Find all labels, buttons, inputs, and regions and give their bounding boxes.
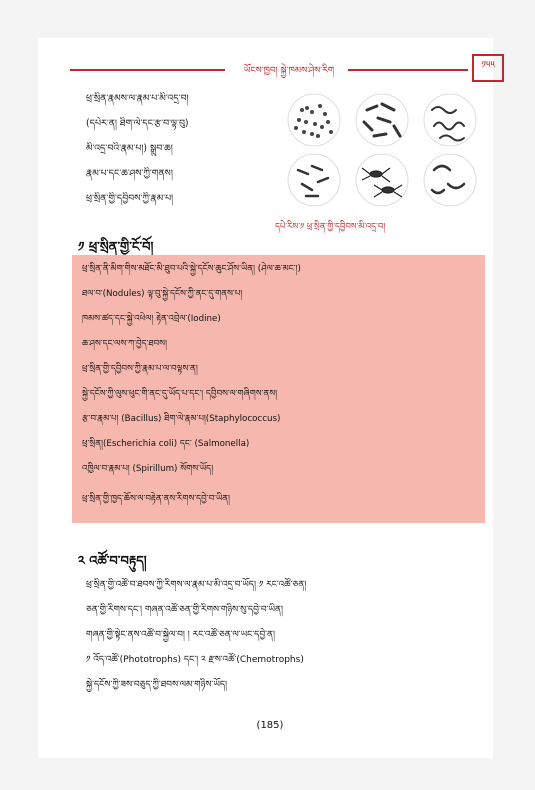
microbe-circle-flagellated	[356, 154, 408, 206]
section-heading: ༢ འཚོ་བ་བརྟུད།	[78, 554, 147, 569]
microbe-circle-spirilla	[424, 94, 476, 146]
figure-caption: དཔེ་རིས་༡ ཕྲ་སྲིན་གྱི་དབྱིབས་མི་འདྲ་བ།	[275, 222, 386, 232]
body-line: ཅན་གྱི་རིགས་དང་། གཞན་འཚོ་ཅན་གྱི་རིགས་གཉིས་སུ་དབྱེ་བ་ཡིན།	[86, 605, 284, 615]
highlight-line: རྩ་བ་རྣམ་པ། (Bacillus) ཐིག་ལེ་རྣམ་པ།(Staphylococcus)	[82, 414, 281, 424]
highlight-line: ཕྲ་སྲིན།(Escherichia coli) དང་ (Salmonella)	[82, 439, 250, 449]
microbe-circle-curved	[424, 154, 476, 206]
top-paragraph-line: རྣམ་པ་དང་ཆ་ཤས་ཀྱི་གནས།	[86, 168, 173, 179]
header-rule-right	[348, 69, 468, 71]
body-line: སྐྱེ་དངོས་ཀྱི་ཟས་བཅུད་ཀྱི་ཐབས་ལམ་གཉིས་ཡོད།	[86, 680, 228, 690]
section-heading: ༡ ཕྲ་སྲིན་གྱི་ངོ་བོ།	[78, 240, 154, 255]
highlight-line: ཕྲ་སྲིན་གྱི་དབྱིབས་ཀྱི་རྣམ་པ་ལ་བལྟས་ན།	[82, 364, 198, 374]
highlight-line: ཕྲ་སྲིན་གྱི་ཁྱད་ཆོས་ལ་བརྟེན་ནས་རིགས་དབྱེ་བ་ཡིན།	[82, 494, 230, 504]
highlight-line: ཁམས་ཚད་དང་སྐྱེ་འཕེལ། རྟེན་འབྲེལ་(Iodine)	[82, 314, 221, 324]
body-line: གཞན་གྱི་སྟེང་ནས་འཚོ་བ་སྐྱེལ་བ། ། རང་འཚོ་ཅན་ལ་ཡང་དབྱེ་ན།	[86, 630, 276, 640]
body-line: ༡ འོད་འཚོ་(Phototrophs) དང་། ༢ རྫས་འཚོ་(Chemotrophs)	[86, 655, 304, 665]
highlight-line: ཐལ་བ་(Nodules) ལྟ་བུ་སྐྱེ་དངོས་ཀྱི་ནང་དུ་གནས་པ།	[82, 289, 243, 299]
top-paragraph-line: ཕྲ་སྲིན་གྱི་དབྱིབས་ཀྱི་རྣམ་པ།	[86, 193, 174, 204]
header-title: ཡོངས་ཁྱབ། སྐྱེ་ཁམས་ཤེས་རིག	[243, 66, 335, 76]
microbe-circle-clusters	[288, 154, 340, 206]
microbe-figure	[282, 92, 482, 210]
highlight-line: ཕྲ་སྲིན་ནི་མིག་གིས་མཐོང་མི་ཐུབ་པའི་སྐྱེ་དངོས་ཆུང་ཤོས་ཡིན། (ཤེལ་ཆ་མང་།)	[82, 264, 301, 274]
highlight-line: འཁྱིལ་བ་རྣམ་པ། (Spirillum) སོགས་ཡོད།	[82, 464, 214, 474]
top-paragraph-line: (དཔེར་ན། ཐིག་ལེ་དང་རྩ་བ་ལྟ་བུ)	[86, 118, 189, 129]
microbe-circle-bacilli	[356, 94, 408, 146]
highlight-line: སྐྱེ་དངོས་ཀྱི་ལུས་ཕུང་གི་ནང་དུ་ཡོད་པ་དང་། དབྱིབས་ལ་གཞིགས་ནས།	[82, 389, 277, 399]
highlight-line: ཆ་ཤས་དང་ལས་ཀ་བྱེད་ཐབས།	[82, 339, 167, 349]
microbe-circle-cocci	[288, 94, 340, 146]
body-line: ཕྲ་སྲིན་གྱི་འཚོ་བ་ཐབས་ཀྱི་རིགས་ལ་རྣམ་པ་མི་འདྲ་བ་ཡོད། ༡ རང་འཚོ་ཅན།	[86, 580, 307, 590]
footer-page-number: (185)	[256, 720, 284, 731]
top-paragraph-line: ཕྲ་སྲིན་རྣམས་ལ་རྣམ་པ་མི་འདྲ་བ།	[86, 93, 189, 104]
header-page-number: ༡༥༥	[472, 54, 504, 82]
header-rule-left	[70, 69, 225, 71]
top-paragraph-line: མི་འདྲ་བའི་རྣམ་པ།) སྒྲུབ་ཆ།	[86, 143, 173, 154]
page-header	[40, 60, 495, 80]
